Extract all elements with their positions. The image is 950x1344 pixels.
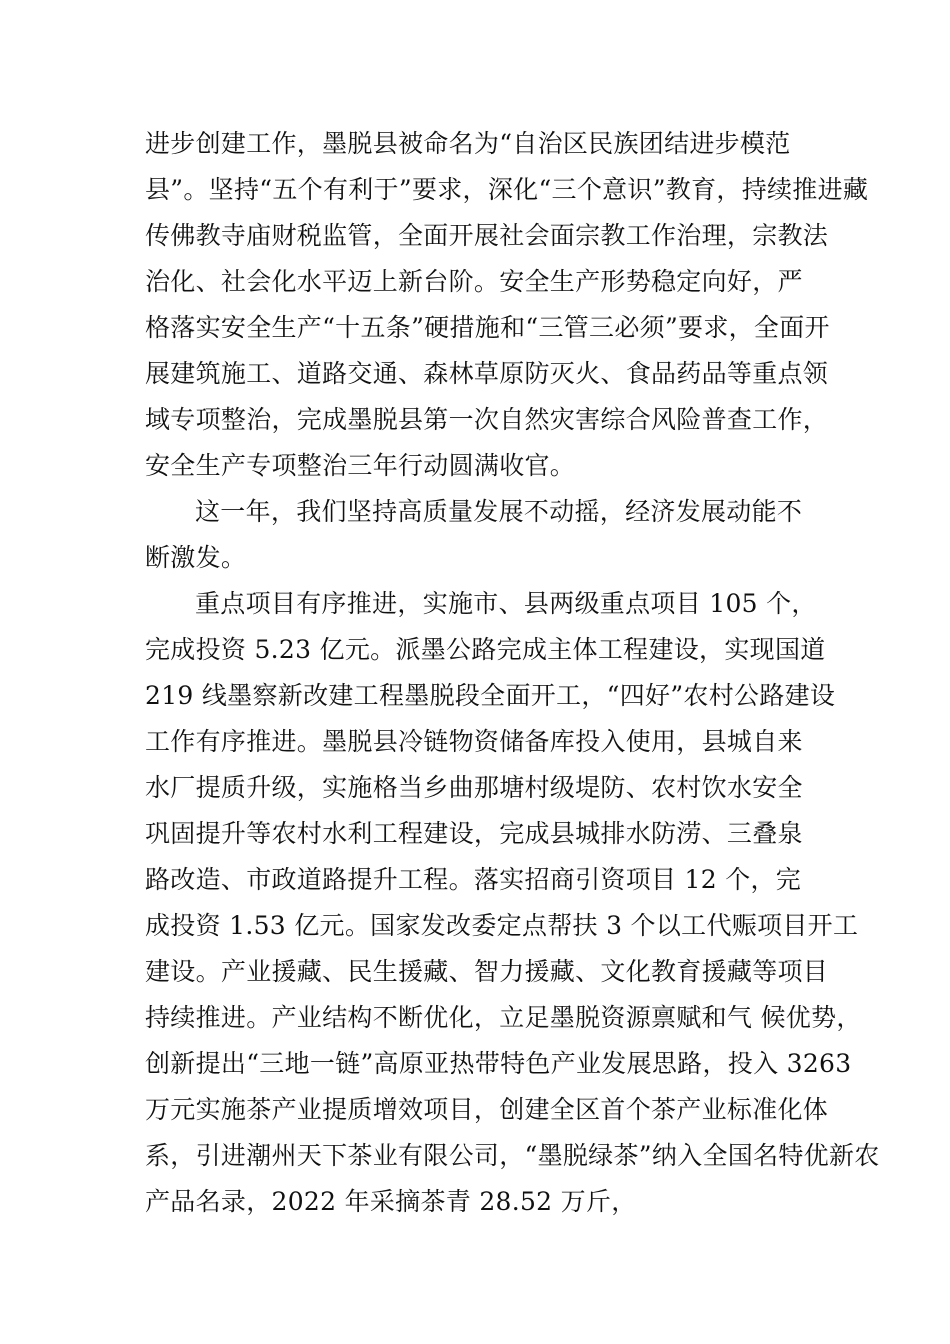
text-line: 传佛教寺庙财税监管，全面开展社会面宗教工作治理，宗教法 (145, 221, 829, 250)
text-line: 万元实施茶产业提质增效项目，创建全区首个茶产业标准化体 (145, 1095, 829, 1124)
text-line: 成投资 1.53 亿元。国家发改委定点帮扶 3 个以工代赈项目开工 (145, 911, 859, 940)
text-line: 水厂提质升级，实施格当乡曲那塘村级堤防、农村饮水安全 (145, 773, 803, 802)
text-line: 域专项整治，完成墨脱县第一次自然灾害综合风险普查工作， (145, 405, 829, 434)
text-line: 系，引进潮州天下茶业有限公司，“墨脱绿茶”纳入全国名特优新农 (145, 1141, 880, 1170)
text-line: 治化、社会化水平迈上新台阶。安全生产形势稳定向好，严 (145, 267, 803, 296)
paragraph-first-line: 重点项目有序推进，实施市、县两级重点项目 105 个， (195, 589, 817, 618)
text-line: 完成投资 5.23 亿元。派墨公路完成主体工程建设，实现国道 (145, 635, 826, 664)
text-line: 219 线墨察新改建工程墨脱段全面开工，“四好”农村公路建设 (145, 681, 836, 710)
text-line: 断激发。 (145, 543, 247, 572)
text-line: 持续推进。产业结构不断优化，立足墨脱资源禀赋和气 候优势， (145, 1003, 862, 1032)
text-line: 县”。坚持“五个有利于”要求，深化“三个意识”教育，持续推进藏 (145, 175, 869, 204)
text-line: 路改造、市政道路提升工程。落实招商引资项目 12 个，完 (145, 865, 802, 894)
text-line: 建设。产业援藏、民生援藏、智力援藏、文化教育援藏等项目 (145, 957, 829, 986)
text-line: 安全生产专项整治三年行动圆满收官。 (145, 451, 576, 480)
text-line: 展建筑施工、道路交通、森林草原防灭火、食品药品等重点领 (145, 359, 829, 388)
text-line: 产品名录，2022 年采摘茶青 28.52 万斤， (145, 1187, 637, 1216)
text-line: 创新提出“三地一链”高原亚热带特色产业发展思路，投入 3263 (145, 1049, 852, 1078)
text-line: 格落实安全生产“十五条”硬措施和“三管三必须”要求，全面开 (145, 313, 830, 342)
text-line: 巩固提升等农村水利工程建设，完成县城排水防涝、三叠泉 (145, 819, 803, 848)
text-line: 工作有序推进。墨脱县冷链物资储备库投入使用，县城自来 (145, 727, 803, 756)
paragraph-first-line: 这一年，我们坚持高质量发展不动摇，经济发展动能不 (195, 497, 803, 526)
text-line: 进步创建工作，墨脱县被命名为“自治区民族团结进步模范 (145, 129, 791, 158)
